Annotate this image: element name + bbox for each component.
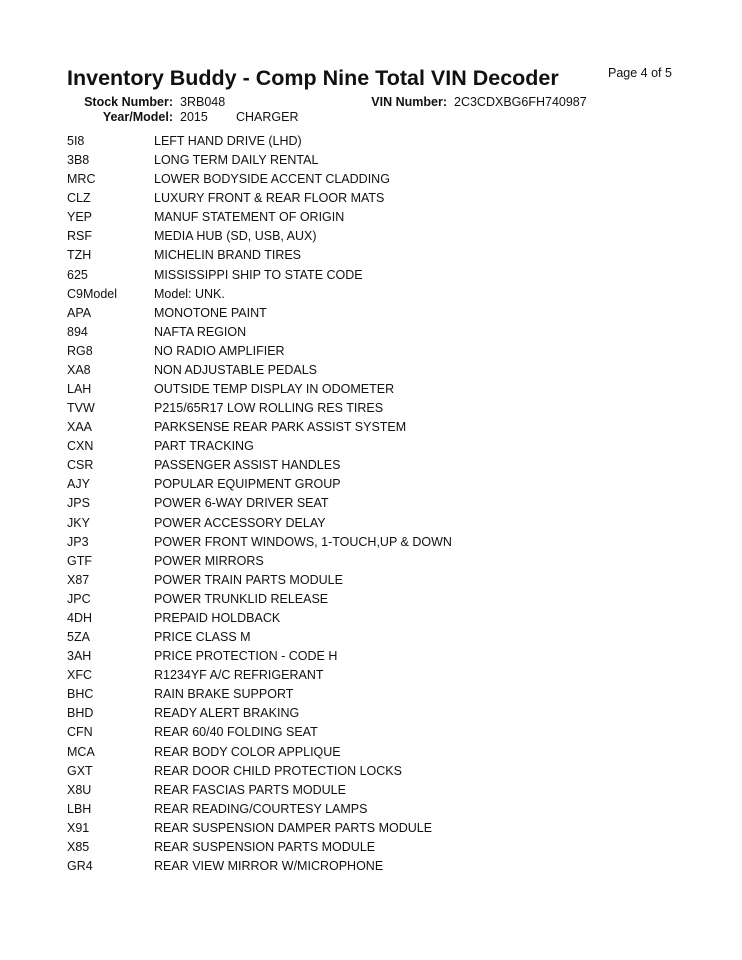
option-description: NAFTA REGION bbox=[154, 324, 247, 339]
option-description: PREPAID HOLDBACK bbox=[154, 610, 281, 625]
option-description: REAR VIEW MIRROR W/MICROPHONE bbox=[154, 858, 384, 873]
option-description: R1234YF A/C REFRIGERANT bbox=[154, 668, 324, 683]
year-value: 2015 bbox=[180, 110, 208, 124]
option-code: APA bbox=[67, 305, 92, 320]
option-code: LBH bbox=[67, 801, 92, 816]
option-description: PASSENGER ASSIST HANDLES bbox=[154, 458, 341, 473]
report-title: Inventory Buddy - Comp Nine Total VIN Decoder bbox=[67, 66, 559, 90]
option-code: XA8 bbox=[67, 362, 91, 377]
option-description: POWER TRUNKLID RELEASE bbox=[154, 591, 329, 606]
option-code: JPC bbox=[67, 591, 91, 606]
stock-number-label: Stock Number: bbox=[84, 95, 173, 109]
option-code: C9Model bbox=[67, 286, 118, 301]
option-description: MANUF STATEMENT OF ORIGIN bbox=[154, 210, 345, 225]
option-code: 3B8 bbox=[67, 153, 90, 168]
option-code: CSR bbox=[67, 458, 94, 473]
option-code: 5I8 bbox=[67, 134, 85, 148]
option-description: READY ALERT BRAKING bbox=[154, 706, 300, 721]
vin-number-label: VIN Number: bbox=[371, 95, 447, 109]
option-code: JPS bbox=[67, 496, 90, 511]
option-code: X91 bbox=[67, 820, 90, 835]
option-description: POWER ACCESSORY DELAY bbox=[154, 515, 326, 530]
option-code: JKY bbox=[67, 515, 90, 530]
option-description: PRICE CLASS M bbox=[154, 630, 251, 645]
option-code: XAA bbox=[67, 420, 93, 435]
option-description: PARKSENSE REAR PARK ASSIST SYSTEM bbox=[154, 420, 407, 435]
option-code: GTF bbox=[67, 553, 92, 568]
option-code: RG8 bbox=[67, 343, 93, 358]
option-code: MCA bbox=[67, 744, 95, 759]
option-code: RSF bbox=[67, 229, 92, 244]
option-code: YEP bbox=[67, 210, 93, 225]
option-description: MEDIA HUB (SD, USB, AUX) bbox=[154, 229, 317, 244]
option-description: REAR SUSPENSION DAMPER PARTS MODULE bbox=[154, 820, 433, 835]
option-code: 3AH bbox=[67, 649, 92, 664]
option-description: REAR 60/40 FOLDING SEAT bbox=[154, 725, 318, 740]
option-description: POWER 6-WAY DRIVER SEAT bbox=[154, 496, 329, 511]
option-code: MRC bbox=[67, 172, 96, 187]
option-description: Model: UNK. bbox=[154, 286, 225, 301]
option-description: NON ADJUSTABLE PEDALS bbox=[154, 362, 318, 377]
stock-number-value: 3RB048 bbox=[180, 95, 226, 109]
option-description: REAR FASCIAS PARTS MODULE bbox=[154, 782, 346, 797]
option-code: 5ZA bbox=[67, 630, 90, 645]
option-description: PRICE PROTECTION - CODE H bbox=[154, 649, 338, 664]
year-model-label: Year/Model: bbox=[102, 110, 173, 124]
option-code: BHC bbox=[67, 687, 94, 702]
option-code: LAH bbox=[67, 382, 92, 397]
page-indicator: Page 4 of 5 bbox=[608, 66, 672, 80]
vin-number-value: 2C3CDXBG6FH740987 bbox=[454, 95, 587, 109]
option-description: REAR BODY COLOR APPLIQUE bbox=[154, 744, 341, 759]
option-description: POPULAR EQUIPMENT GROUP bbox=[154, 477, 341, 492]
option-code: 894 bbox=[67, 324, 88, 339]
option-description: LEFT HAND DRIVE (LHD) bbox=[154, 134, 302, 148]
option-code: JP3 bbox=[67, 534, 89, 549]
option-description: PART TRACKING bbox=[154, 439, 254, 454]
option-code: X85 bbox=[67, 839, 90, 854]
model-value: CHARGER bbox=[236, 110, 299, 124]
option-description: LONG TERM DAILY RENTAL bbox=[154, 153, 319, 168]
option-description: REAR READING/COURTESY LAMPS bbox=[154, 801, 368, 816]
option-description: MISSISSIPPI SHIP TO STATE CODE bbox=[154, 267, 363, 282]
option-code: GXT bbox=[67, 763, 93, 778]
option-description: P215/65R17 LOW ROLLING RES TIRES bbox=[154, 401, 384, 416]
option-description: POWER FRONT WINDOWS, 1-TOUCH,UP & DOWN bbox=[154, 534, 452, 549]
option-description: LOWER BODYSIDE ACCENT CLADDING bbox=[154, 172, 390, 187]
option-code: X87 bbox=[67, 572, 90, 587]
option-description: OUTSIDE TEMP DISPLAY IN ODOMETER bbox=[154, 382, 395, 397]
option-description: POWER MIRRORS bbox=[154, 553, 264, 568]
option-code: GR4 bbox=[67, 858, 93, 873]
option-code: AJY bbox=[67, 477, 90, 492]
option-code: CXN bbox=[67, 439, 94, 454]
option-code: TZH bbox=[67, 248, 92, 263]
option-description: MONOTONE PAINT bbox=[154, 305, 267, 320]
option-code: CLZ bbox=[67, 191, 91, 206]
option-code: 4DH bbox=[67, 610, 93, 625]
option-code: CFN bbox=[67, 725, 93, 740]
option-code: TVW bbox=[67, 401, 95, 416]
option-description: POWER TRAIN PARTS MODULE bbox=[154, 572, 343, 587]
option-code: 625 bbox=[67, 267, 88, 282]
option-description: REAR DOOR CHILD PROTECTION LOCKS bbox=[154, 763, 402, 778]
option-code: XFC bbox=[67, 668, 92, 683]
option-code: X8U bbox=[67, 782, 92, 797]
option-description: LUXURY FRONT & REAR FLOOR MATS bbox=[154, 191, 385, 206]
option-code: BHD bbox=[67, 706, 94, 721]
option-description: REAR SUSPENSION PARTS MODULE bbox=[154, 839, 376, 854]
option-description: RAIN BRAKE SUPPORT bbox=[154, 687, 294, 702]
option-description: NO RADIO AMPLIFIER bbox=[154, 343, 285, 358]
option-description: MICHELIN BRAND TIRES bbox=[154, 248, 302, 263]
